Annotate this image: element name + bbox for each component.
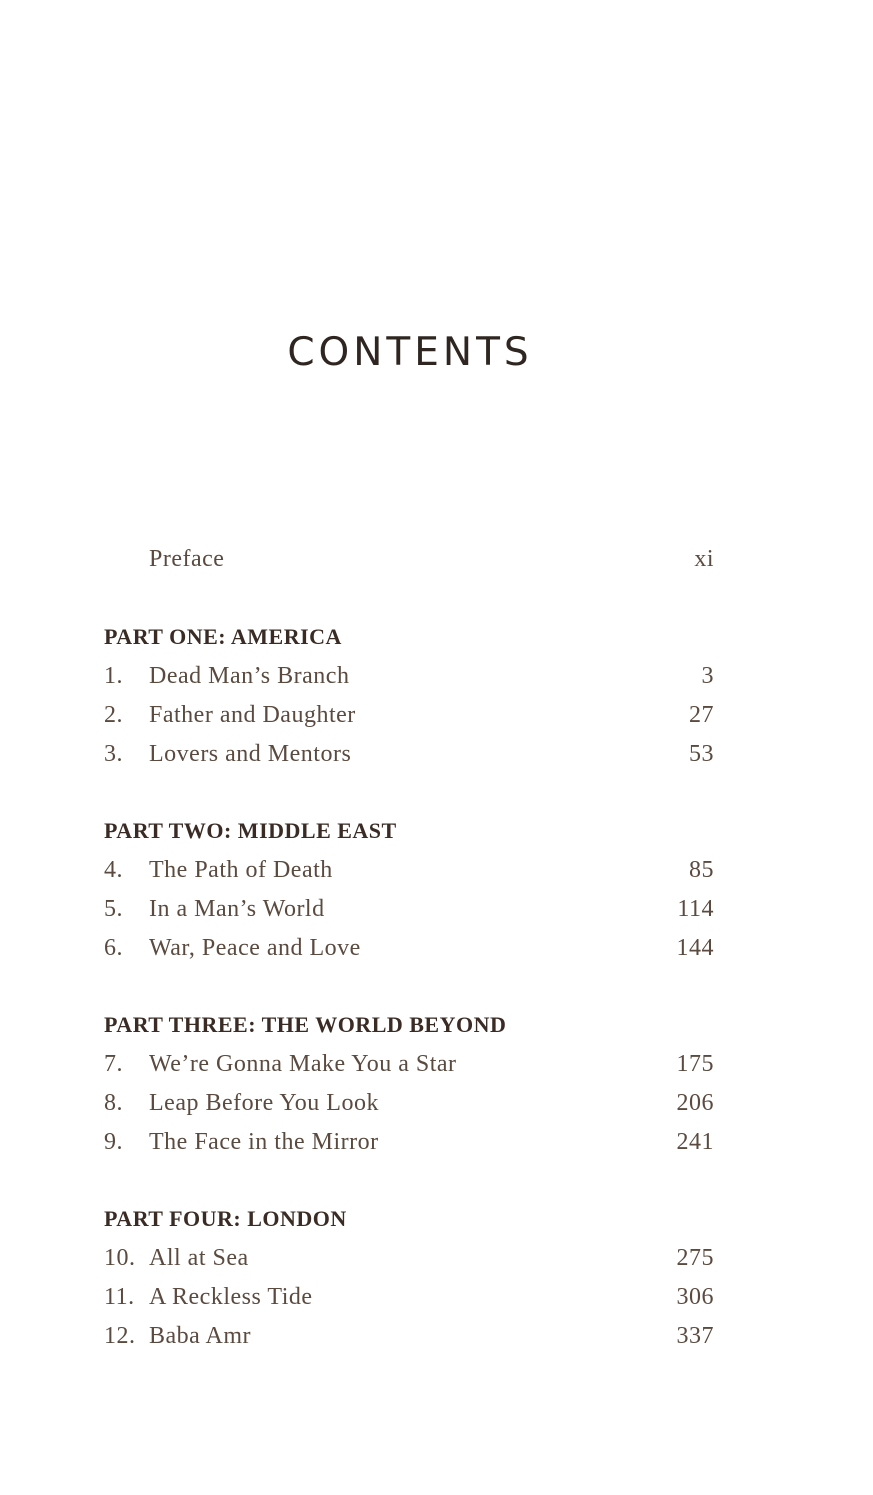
chapter-page-number: 275 [676,1245,714,1271]
chapter-page-number: 3 [701,663,714,689]
toc-entry[interactable] [104,737,714,776]
chapter-page-number: 206 [676,1090,714,1116]
chapter-page-number: 114 [677,896,714,922]
chapter-number: 6. [104,935,123,961]
chapter-title: We’re Gonna Make You a Star [149,1051,457,1077]
chapter-number: 5. [104,896,123,922]
toc-entry[interactable] [104,1047,714,1086]
chapter-page-number: 27 [689,702,714,728]
chapter-page-number: 175 [676,1051,714,1077]
chapter-title: Leap Before You Look [149,1090,379,1116]
chapter-title: War, Peace and Love [149,935,361,961]
chapter-number: 2. [104,702,123,728]
chapter-page-number: 144 [676,935,714,961]
chapter-number: 4. [104,857,123,883]
toc-entry[interactable] [104,659,714,698]
part-one [104,620,714,776]
chapter-number: 9. [104,1129,123,1155]
chapter-page-number: 241 [676,1129,714,1155]
chapter-title: The Face in the Mirror [149,1129,379,1155]
chapter-page-number: 53 [689,741,714,767]
toc-entry[interactable] [104,931,714,970]
chapter-page-number: 306 [676,1284,714,1310]
part-three [104,1008,714,1164]
chapter-number: 10. [104,1245,136,1271]
table-of-contents [104,542,714,1396]
chapter-title: The Path of Death [149,857,333,883]
chapter-title: Lovers and Mentors [149,741,352,767]
entry-page-number: xi [694,546,714,572]
page-title: CONTENTS [287,330,533,375]
chapter-number: 7. [104,1051,123,1077]
toc-entry[interactable] [104,1280,714,1319]
toc-entry[interactable] [104,1241,714,1280]
chapter-title: In a Man’s World [149,896,325,922]
chapter-title: All at Sea [149,1245,249,1271]
toc-entry[interactable] [104,853,714,892]
part-heading: PART FOUR: LONDON [104,1206,347,1231]
toc-entry[interactable] [104,698,714,737]
chapter-title: A Reckless Tide [149,1284,313,1310]
chapter-page-number: 85 [689,857,714,883]
part-two [104,814,714,970]
part-heading: PART THREE: THE WORLD BEYOND [104,1012,507,1037]
chapter-title: Father and Daughter [149,702,356,728]
toc-entry[interactable] [104,1319,714,1358]
toc-entry[interactable] [104,892,714,931]
part-heading: PART ONE: AMERICA [104,624,342,649]
chapter-number: 1. [104,663,123,689]
chapter-title: Baba Amr [149,1323,251,1349]
chapter-number: 3. [104,741,123,767]
toc-entry[interactable] [104,1125,714,1164]
chapter-number: 11. [104,1284,135,1310]
chapter-page-number: 337 [676,1323,714,1349]
chapter-number: 12. [104,1323,136,1349]
entry-title: Preface [149,546,225,572]
part-four [104,1202,714,1358]
chapter-title: Dead Man’s Branch [149,663,350,689]
part-heading: PART TWO: MIDDLE EAST [104,818,397,843]
toc-entry-preface[interactable] [104,542,714,581]
toc-entry[interactable] [104,1086,714,1125]
chapter-number: 8. [104,1090,123,1116]
